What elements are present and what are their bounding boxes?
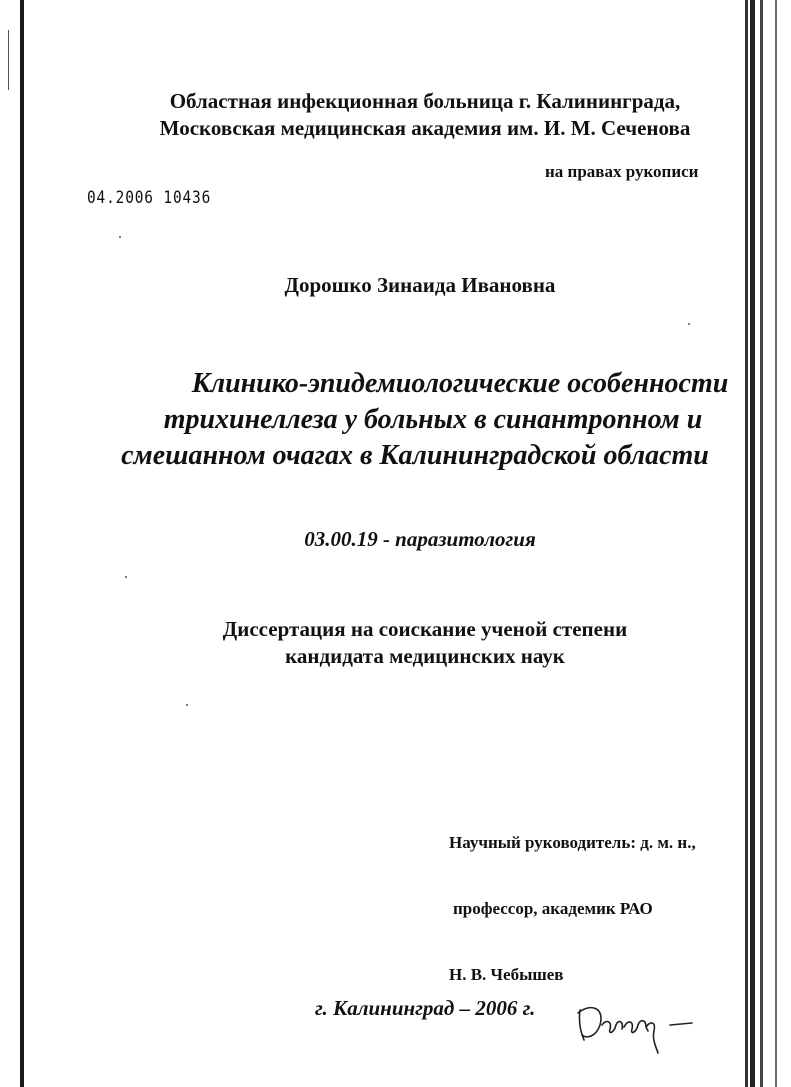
- specialty-code: 03.00.19 - паразитология: [304, 527, 536, 551]
- scan-border-right: [745, 0, 755, 1087]
- registration-stamp-text: 04.2006 10436: [87, 188, 212, 208]
- scan-speck: [119, 236, 121, 238]
- scan-mark-left: [8, 30, 9, 90]
- degree-block: [60, 616, 790, 670]
- dissertation-title: [60, 366, 791, 474]
- degree-line-1: Диссертация на соискание ученой степени: [222, 617, 628, 641]
- signature-icon: [570, 995, 700, 1065]
- institution-line-2: Московская медицинская академия им. И. М. Сеченова: [159, 116, 691, 140]
- registration-stamp: [87, 188, 211, 208]
- scan-border-right-3: [775, 0, 777, 1087]
- supervisor-line-3: Н. В. Чебышев: [449, 965, 564, 984]
- scan-speck: [688, 323, 690, 325]
- supervisor-block: [449, 788, 696, 1008]
- scan-border-left: [20, 0, 24, 1087]
- supervisor-line-2: профессор, академик РАО: [453, 899, 653, 918]
- degree-line-2: кандидата медицинских наук: [285, 644, 565, 668]
- title-line-1: Клинико-эпидемиологические особенности: [191, 368, 729, 399]
- institution-block: [60, 88, 790, 142]
- institution-line-1: Областная инфекционная больница г. Калининграда,: [169, 89, 681, 113]
- city-year: г. Калининград – 2006 г.: [315, 996, 536, 1020]
- manuscript-note: на правах рукописи: [545, 162, 699, 181]
- title-line-2: трихинеллеза у больных в синантропном и: [163, 404, 703, 435]
- supervisor-line-1: Научный руководитель: д. м. н.,: [449, 833, 696, 852]
- scan-speck: [125, 576, 127, 578]
- scan-border-right-2: [760, 0, 763, 1087]
- author-name: Дорошко Зинаида Ивановна: [284, 273, 556, 297]
- title-line-3: смешанном очагах в Калининградской области: [121, 440, 709, 471]
- scan-speck: [186, 704, 188, 706]
